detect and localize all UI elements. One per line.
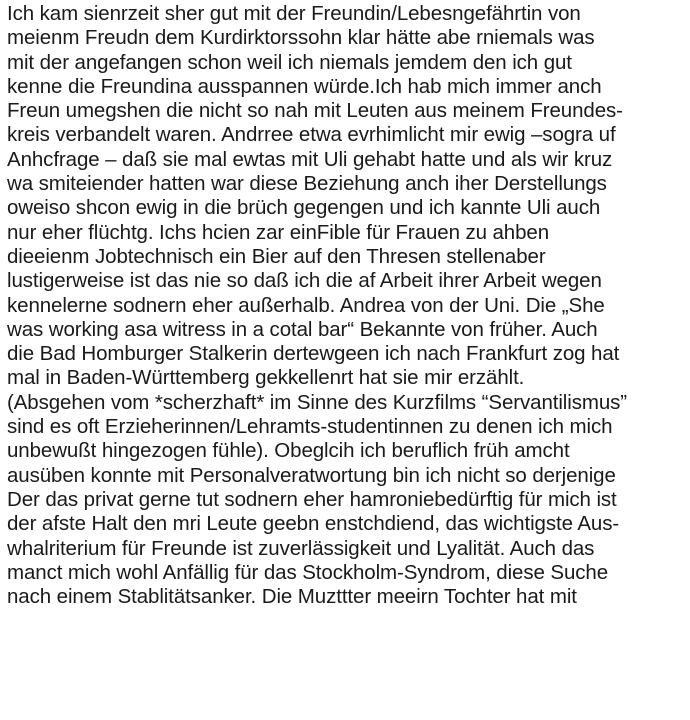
text-line: mal in Baden-Württemberg gekkellenrt hat sie mir erzählt. [7,366,525,390]
text-line: kreis verbandelt waren. Andrree etwa evrhimlicht mir ewig –sogra uf [7,123,616,147]
text-line: kennelerne sodnern eher außerhalb. Andrea von der Uni. Die „She [7,293,605,317]
text-line: Der das privat gerne tut sodnern eher hamroniebedürftig für mich ist [7,487,617,511]
text-line: manct mich wohl Anfällig für das Stockholm-Syndrom, diese Suche [7,560,609,584]
text-line: unbewußt hingezogen fühle). Obeglcih ich beruflich früh amcht [7,439,570,463]
text-line: whalriterium für Freunde ist zuverlässigkeit und Lyalität. Auch das [7,536,595,560]
text-line: kenne die Freundina ausspannen würde.Ich hab mich immer anch [7,74,602,98]
text-line: was working asa witress in a cotal bar“ Bekannte von früher. Auch [7,317,598,341]
text-line: mit der angefangen schon weil ich niemals jemdem den ich gut [7,50,572,74]
text-line: (Absgehen vom *scherzhaft* im Sinne des Kurzfilms “Servantilismus” [7,390,628,414]
text-line: Anhcfrage – daß sie mal ewtas mit Uli gehabt hatte und als wir kruz [7,147,613,171]
text-line: die Bad Homburger Stalkerin dertewgeen ich nach Frankfurt zog hat [7,342,620,366]
text-line: ausüben konnte mit Personalveratwortung bin ich nicht so derjenige [7,463,616,487]
text-line: sind es oft Erzieherinnen/Lehramts-studentinnen zu denen ich mich [7,415,613,439]
text-line: nur eher flüchtg. Ichs hcien zar einFible für Frauen zu ahben [7,220,550,244]
text-line: Freun umegshen die nicht so nah mit Leuten aus meinem Freundes- [7,99,623,123]
text-line: wa smiteiender hatten war diese Beziehung anch iher Derstellungs [7,172,607,196]
text-line: nach einem Stablitätsanker. Die Muzttter meeirn Tochter hat mit [7,585,577,609]
text-line: meienm Freudn dem Kurdirktorssohn klar hätte abe rniemals was [7,26,595,50]
text-line: dieeienm Jobtechnisch ein Bier auf den Thresen stellenaber [7,244,546,268]
text-line: der afste Halt den mri Leute geebn enstchdiend, das wichtigste Aus- [7,512,620,536]
text-line: lustigerweise ist das nie so daß ich die af Arbeit ihrer Arbeit wegen [7,269,602,293]
text-line: Ich kam sienrzeit sher gut mit der Freundin/Lebesngefährtin von [7,2,581,25]
body-text [7,2,690,609]
text-line: oweiso shcon ewig in die brüch gegengen und ich kannte Uli auch [7,196,601,220]
